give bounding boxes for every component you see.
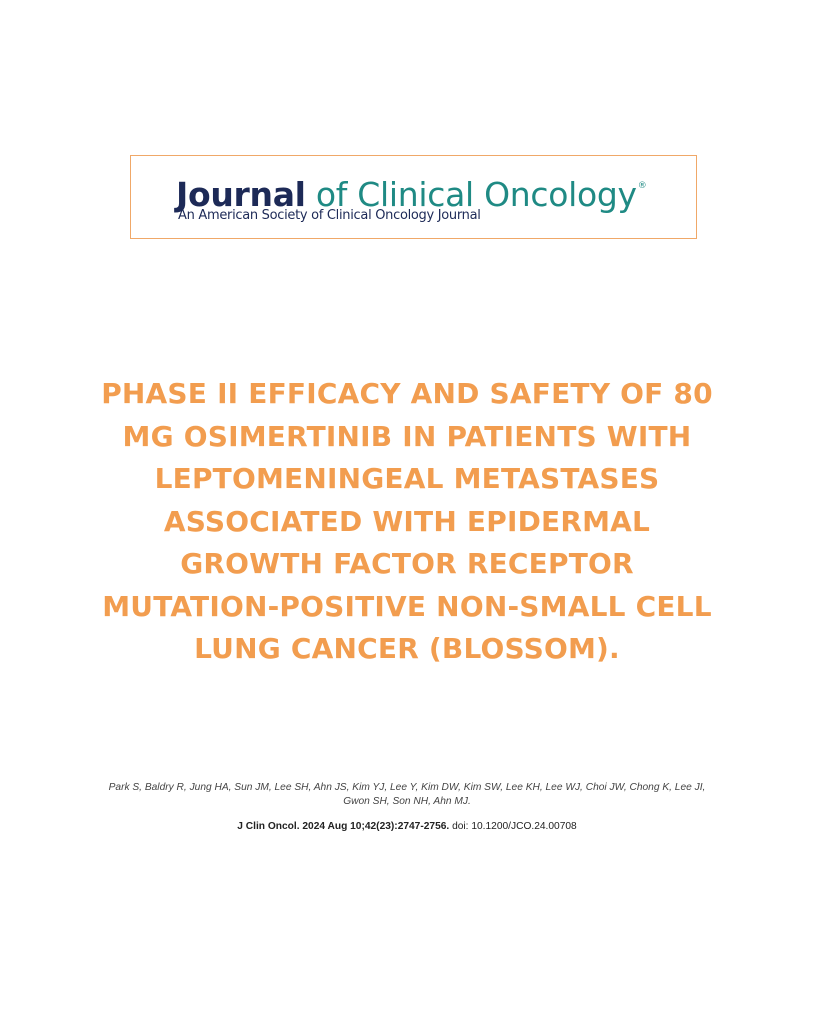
title-line: ASSOCIATED WITH EPIDERMAL bbox=[163, 504, 651, 538]
author-line: Park S, Baldry R, Jung HA, Sun JM, Lee SH, Ahn JS, Kim YJ, Lee Y, Kim DW, Kim SW, Lee KH, Lee WJ, Choi JW, Chong K, Lee JI, bbox=[108, 782, 706, 793]
title-line: GROWTH FACTOR RECEPTOR bbox=[180, 547, 634, 580]
title-line: LEPTOMENINGEAL METASTASES bbox=[154, 462, 660, 495]
citation-reference: J Clin Oncol. 2024 Aug 10;42(23):2747-2756. bbox=[237, 821, 450, 832]
title-line: MUTATION-POSITIVE NON-SMALL CELL bbox=[102, 589, 712, 623]
journal-logo-box bbox=[130, 155, 697, 239]
citation-doi: doi: 10.1200/JCO.24.00708 bbox=[449, 821, 577, 832]
journal-name-strong: Journal bbox=[176, 175, 306, 214]
author-line: Gwon SH, Son NH, Ahn MJ. bbox=[343, 796, 471, 807]
title-line: PHASE II EFFICACY AND SAFETY OF 80 bbox=[101, 377, 713, 410]
article-title bbox=[60, 373, 754, 671]
journal-name-rest: of Clinical Oncology bbox=[305, 175, 637, 214]
registered-mark: ® bbox=[637, 181, 647, 191]
citation bbox=[80, 821, 734, 832]
journal-subtitle: An American Society of Clinical Oncology Journal bbox=[178, 208, 481, 223]
author-list bbox=[80, 781, 734, 809]
title-line: MG OSIMERTINIB IN PATIENTS WITH bbox=[122, 419, 692, 453]
title-line: LUNG CANCER (BLOSSOM). bbox=[194, 632, 620, 665]
